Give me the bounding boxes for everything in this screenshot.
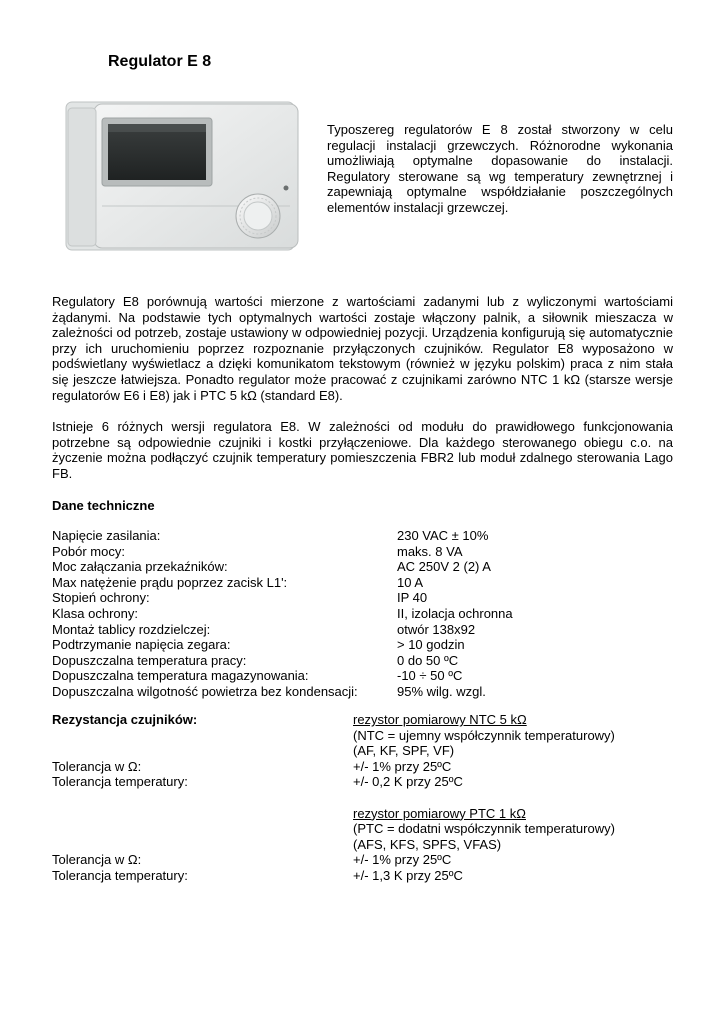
spec-value: 95% wilg. wzgl.	[397, 683, 486, 699]
res-row	[52, 821, 692, 837]
spec-value: IP 40	[397, 590, 428, 606]
spec-value: AC 250V 2 (2) A	[397, 559, 491, 575]
spec-row	[52, 684, 692, 700]
tech-data-table	[52, 528, 692, 700]
ptc-tol-temp-value: +/- 1,3 K przy 25ºC	[353, 867, 463, 883]
ptc-sensors: (AFS, KFS, SPFS, VFAS)	[353, 836, 502, 852]
spec-label: Dopuszczalna wilgotność powietrza bez kondensacji:	[52, 683, 358, 699]
ntc-desc: (NTC = ujemny współczynnik temperaturowy)	[353, 727, 615, 743]
ntc-tol-ohm-label: Tolerancja w Ω:	[52, 758, 142, 774]
resistance-heading: Rezystancja czujników:	[52, 712, 198, 727]
spec-label: Max natężenie prądu poprzez zacisk L1':	[52, 574, 288, 590]
ptc-title: rezystor pomiarowy PTC 1 kΩ	[353, 805, 526, 821]
page-title: Regulator E 8	[108, 53, 212, 70]
ntc-tol-ohm-value: +/- 1% przy 25ºC	[353, 758, 452, 774]
spec-row	[52, 559, 692, 575]
res-row	[52, 712, 692, 728]
res-row	[52, 759, 692, 775]
spec-row	[52, 528, 692, 544]
spec-value: 0 do 50 ºC	[397, 652, 459, 668]
ntc-tol-temp-label: Tolerancja temperatury:	[52, 774, 188, 790]
description-paragraph-1: Regulatory E8 porównują wartości mierzone z wartościami zadanymi lub z wyliczonymi wartościami żądanymi. Na podstawie tych optymalnych wartości zostaje włączony palnik, a siłownik mieszacza w zależności od potrzeb, zostaje ustawiony w odpowiedniej pozycji. Urządzenia konfigurują się automatycznie przy ich uruchomieniu poprzez rozpoznanie przyłączonych czujników. Regulator E8 wyposażono w podświetlany wyświetlacz a dzięki komunikatom tekstowym (również w języku polskim) praca z nim stała się jeszcze łatwiejsza. Ponadto regulator może pracować z czujnikami zarówno NTC 1 kΩ (starsze wersje regulatorów E6 i E8) jak i PTC 5 kΩ (standard E8).	[52, 294, 673, 403]
spec-row	[52, 668, 692, 684]
spec-label: Pobór mocy:	[52, 543, 125, 559]
res-row	[52, 868, 692, 884]
spec-row	[52, 606, 692, 622]
spec-row	[52, 590, 692, 606]
ptc-tol-temp-label: Tolerancja temperatury:	[52, 867, 188, 883]
ntc-sensors: (AF, KF, SPF, VF)	[353, 743, 455, 759]
res-row	[52, 743, 692, 759]
spec-row	[52, 544, 692, 560]
res-row	[52, 837, 692, 853]
spec-value: -10 ÷ 50 ºC	[397, 668, 463, 684]
spec-label: Klasa ochrony:	[52, 605, 138, 621]
spec-label: Podtrzymanie napięcia zegara:	[52, 637, 231, 653]
ntc-title: rezystor pomiarowy NTC 5 kΩ	[353, 712, 527, 727]
spec-value: > 10 godzin	[397, 637, 465, 653]
ntc-tol-temp-value: +/- 0,2 K przy 25ºC	[353, 774, 463, 790]
res-row	[52, 852, 692, 868]
spec-value: 230 VAC ± 10%	[397, 528, 489, 543]
spec-value: 10 A	[397, 574, 424, 590]
spec-label: Dopuszczalna temperatura pracy:	[52, 652, 247, 668]
res-row	[52, 806, 692, 822]
spec-value: maks. 8 VA	[397, 543, 463, 559]
tech-data-heading: Dane techniczne	[52, 498, 155, 513]
spec-value: otwór 138x92	[397, 621, 476, 637]
spec-row	[52, 637, 692, 653]
spec-row	[52, 622, 692, 638]
regulator-device-image	[64, 98, 304, 254]
spec-row	[52, 653, 692, 669]
intro-paragraph: Typoszereg regulatorów E 8 został stworzony w celu regulacji instalacji grzewczych. Różnorodne wykonania umożliwiają optymalne dopasowanie do instalacji. Regulatory sterowane są wg temperatury zewnętrznej i zapewniają optymalne współdziałanie poszczególnych elementów instalacji grzewczej.	[327, 122, 673, 215]
spec-row	[52, 575, 692, 591]
ptc-tol-ohm-value: +/- 1% przy 25ºC	[353, 852, 452, 868]
sensor-resistance-section	[52, 712, 692, 884]
spec-label: Moc załączania przekaźników:	[52, 559, 228, 575]
spec-label: Montaż tablicy rozdzielczej:	[52, 621, 211, 637]
description-paragraph-2: Istnieje 6 różnych wersji regulatora E8. W zależności od modułu do prawidłowego funkcjonowania potrzebne są odpowiednie czujniki i kostki przyłączeniowe. Dla każdego sterowanego obiegu c.o. na życzenie można podłączyć czujnik temperatury pomieszczenia FBR2 lub moduł zdalnego sterowania Lago FB.	[52, 419, 673, 481]
spec-value: II, izolacja ochronna	[397, 605, 513, 621]
res-row	[52, 728, 692, 744]
res-row	[52, 774, 692, 790]
spec-label: Dopuszczalna temperatura magazynowania:	[52, 668, 309, 684]
spec-label: Stopień ochrony:	[52, 590, 150, 606]
spec-label: Napięcie zasilania:	[52, 528, 161, 543]
ptc-desc: (PTC = dodatni współczynnik temperaturowy)	[353, 821, 615, 837]
ptc-tol-ohm-label: Tolerancja w Ω:	[52, 852, 142, 868]
